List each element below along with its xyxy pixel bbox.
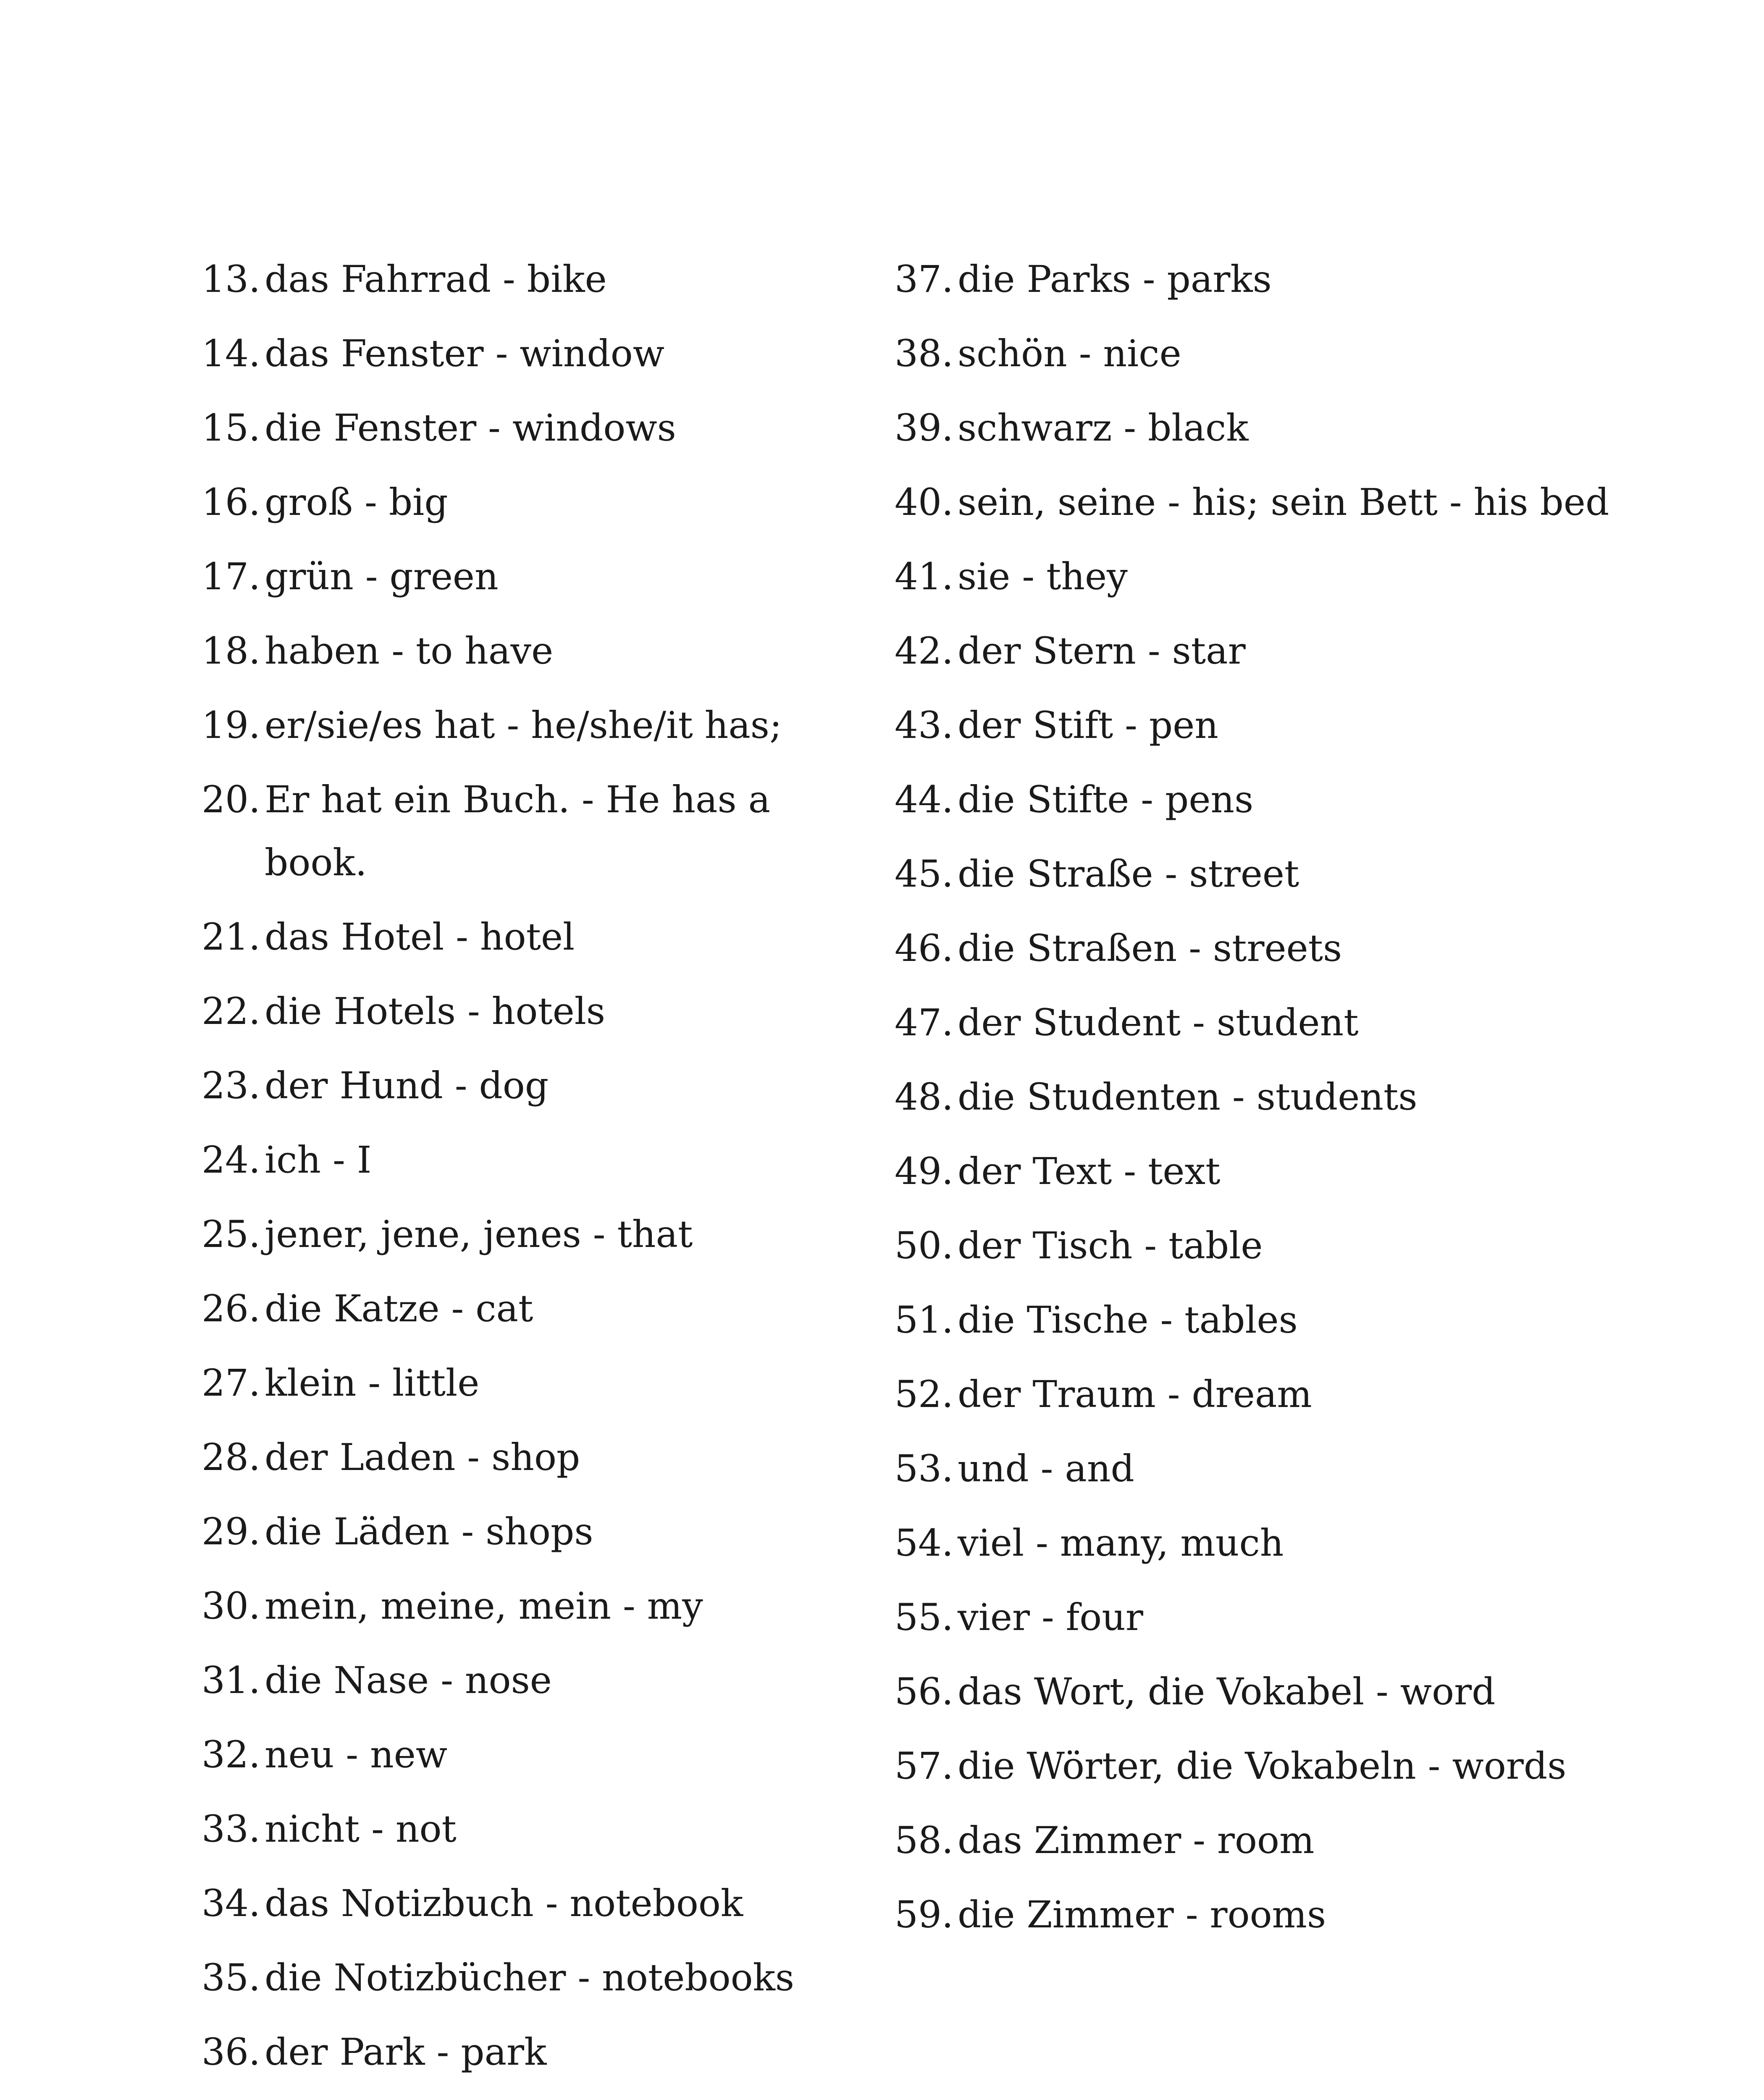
vocab-entry bbox=[895, 1066, 1625, 1129]
entry-text: schwarz - black bbox=[958, 406, 1249, 449]
entry-number: 49. bbox=[895, 1150, 953, 1193]
vocab-entry bbox=[895, 768, 1625, 831]
vocab-entry bbox=[895, 1660, 1625, 1723]
entry-number: 34. bbox=[202, 1882, 260, 1925]
vocab-entry bbox=[202, 1946, 857, 2009]
entry-number: 57. bbox=[895, 1744, 953, 1788]
entry-text: die Fenster - windows bbox=[265, 406, 676, 449]
entry-number: 27. bbox=[202, 1361, 260, 1404]
entry-number: 30. bbox=[202, 1584, 260, 1628]
entry-number: 46. bbox=[895, 927, 953, 970]
entry-text: der Traum - dream bbox=[958, 1373, 1312, 1416]
vocab-entry bbox=[895, 248, 1625, 311]
entry-text: grün - green bbox=[265, 555, 499, 598]
entry-number: 20. bbox=[202, 778, 260, 821]
vocab-entry bbox=[895, 1140, 1625, 1203]
entry-number: 18. bbox=[202, 629, 260, 672]
vocab-entry bbox=[895, 1437, 1625, 1500]
vocab-entry bbox=[202, 1500, 857, 1563]
entry-text: das Hotel - hotel bbox=[265, 915, 575, 958]
entry-text: die Straße - street bbox=[958, 852, 1299, 895]
entry-number: 55. bbox=[895, 1596, 953, 1639]
entry-text: jener, jene, jenes - that bbox=[265, 1213, 693, 1256]
entry-text: vier - four bbox=[958, 1596, 1143, 1639]
entry-text: nicht - not bbox=[265, 1807, 457, 1851]
entry-text: der Laden - shop bbox=[265, 1436, 580, 1479]
vocab-entry bbox=[202, 1352, 857, 1415]
entry-text: haben - to have bbox=[265, 629, 554, 672]
vocab-entry bbox=[202, 694, 857, 757]
entry-number: 39. bbox=[895, 406, 953, 449]
vocab-entry bbox=[202, 1129, 857, 1192]
entry-text: die Katze - cat bbox=[265, 1287, 533, 1330]
entry-text: die Nase - nose bbox=[265, 1659, 552, 1702]
entry-text: das Wort, die Vokabel - word bbox=[958, 1670, 1496, 1713]
vocabulary-list-right bbox=[895, 248, 1625, 1958]
vocab-entry bbox=[202, 322, 857, 385]
vocab-entry bbox=[895, 1363, 1625, 1426]
entry-number: 28. bbox=[202, 1436, 260, 1479]
entry-number: 17. bbox=[202, 555, 260, 598]
entry-number: 44. bbox=[895, 778, 953, 821]
entry-number: 32. bbox=[202, 1733, 260, 1776]
entry-text: die Parks - parks bbox=[958, 257, 1272, 301]
vocab-entry bbox=[895, 1586, 1625, 1649]
vocab-entry bbox=[202, 1426, 857, 1489]
vocab-entry bbox=[895, 545, 1625, 608]
entry-text: die Studenten - students bbox=[958, 1075, 1418, 1118]
vocab-entry bbox=[202, 1872, 857, 1935]
vocab-entry bbox=[202, 396, 857, 459]
vocab-entry bbox=[202, 2021, 857, 2084]
entry-text: Er hat ein Buch. - He has a book. bbox=[265, 778, 771, 884]
entry-number: 48. bbox=[895, 1075, 953, 1118]
entry-number: 35. bbox=[202, 1956, 260, 1999]
vocab-entry bbox=[202, 1798, 857, 1861]
entry-text: der Tisch - table bbox=[958, 1224, 1263, 1267]
entry-text: der Text - text bbox=[958, 1150, 1221, 1193]
vocabulary-list-left bbox=[202, 248, 857, 2095]
entry-number: 29. bbox=[202, 1510, 260, 1553]
entry-number: 41. bbox=[895, 555, 953, 598]
entry-text: die Läden - shops bbox=[265, 1510, 593, 1553]
vocab-entry bbox=[202, 980, 857, 1043]
vocab-entry bbox=[895, 396, 1625, 459]
entry-number: 13. bbox=[202, 257, 260, 301]
vocab-entry bbox=[895, 1883, 1625, 1946]
entry-text: schön - nice bbox=[958, 332, 1181, 375]
vocab-entry bbox=[202, 906, 857, 969]
entry-number: 54. bbox=[895, 1521, 953, 1564]
entry-text: groß - big bbox=[265, 480, 448, 524]
entry-number: 45. bbox=[895, 852, 953, 895]
vocab-entry bbox=[895, 1735, 1625, 1798]
entry-text: der Hund - dog bbox=[265, 1064, 549, 1107]
entry-text: die Zimmer - rooms bbox=[958, 1893, 1326, 1936]
entry-text: das Notizbuch - notebook bbox=[265, 1882, 743, 1925]
entry-number: 24. bbox=[202, 1138, 260, 1181]
entry-text: das Fenster - window bbox=[265, 332, 665, 375]
entry-number: 25. bbox=[202, 1213, 260, 1256]
entry-text: der Student - student bbox=[958, 1001, 1359, 1044]
entry-text: der Park - park bbox=[265, 2030, 547, 2074]
entry-text: die Stifte - pens bbox=[958, 778, 1254, 821]
entry-number: 15. bbox=[202, 406, 260, 449]
entry-text: und - and bbox=[958, 1447, 1134, 1490]
entry-text: die Notizbücher - notebooks bbox=[265, 1956, 795, 1999]
entry-number: 52. bbox=[895, 1373, 953, 1416]
vocab-entry bbox=[895, 917, 1625, 980]
entry-text: das Zimmer - room bbox=[958, 1819, 1315, 1862]
entry-text: klein - little bbox=[265, 1361, 480, 1404]
vocab-entry bbox=[895, 1512, 1625, 1575]
entry-text: die Wörter, die Vokabeln - words bbox=[958, 1744, 1567, 1788]
entry-text: mein, meine, mein - my bbox=[265, 1584, 703, 1628]
entry-text: sein, seine - his; sein Bett - his bed bbox=[958, 480, 1609, 524]
vocab-entry bbox=[202, 1575, 857, 1638]
vocab-entry bbox=[895, 843, 1625, 906]
vocab-entry bbox=[202, 768, 857, 894]
entry-number: 23. bbox=[202, 1064, 260, 1107]
vocab-entry bbox=[202, 471, 857, 534]
vocab-entry bbox=[895, 991, 1625, 1054]
entry-number: 42. bbox=[895, 629, 953, 672]
vocab-entry bbox=[202, 1054, 857, 1117]
entry-number: 33. bbox=[202, 1807, 260, 1851]
vocab-entry bbox=[202, 1277, 857, 1340]
entry-text: er/sie/es hat - he/she/it has; bbox=[265, 704, 782, 747]
entry-number: 14. bbox=[202, 332, 260, 375]
entry-number: 31. bbox=[202, 1659, 260, 1702]
entry-number: 50. bbox=[895, 1224, 953, 1267]
vocab-entry bbox=[895, 620, 1625, 682]
entry-text: die Straßen - streets bbox=[958, 927, 1342, 970]
entry-number: 53. bbox=[895, 1447, 953, 1490]
entry-text: die Hotels - hotels bbox=[265, 990, 606, 1033]
entry-number: 26. bbox=[202, 1287, 260, 1330]
vocab-entry bbox=[202, 620, 857, 682]
entry-number: 21. bbox=[202, 915, 260, 958]
entry-number: 58. bbox=[895, 1819, 953, 1862]
vocab-entry bbox=[895, 322, 1625, 385]
entry-text: der Stift - pen bbox=[958, 704, 1218, 747]
entry-number: 47. bbox=[895, 1001, 953, 1044]
vocab-entry bbox=[895, 1214, 1625, 1277]
vocab-entry bbox=[895, 471, 1625, 534]
entry-number: 40. bbox=[895, 480, 953, 524]
entry-text: ich - I bbox=[265, 1138, 372, 1181]
entry-number: 38. bbox=[895, 332, 953, 375]
vocab-entry bbox=[202, 545, 857, 608]
entry-text: das Fahrrad - bike bbox=[265, 257, 607, 301]
vocab-entry bbox=[202, 1649, 857, 1712]
entry-text: die Tische - tables bbox=[958, 1298, 1298, 1341]
entry-text: sie - they bbox=[958, 555, 1128, 598]
entry-number: 43. bbox=[895, 704, 953, 747]
vocab-entry bbox=[895, 694, 1625, 757]
vocab-entry bbox=[202, 1723, 857, 1786]
vocab-entry bbox=[895, 1809, 1625, 1872]
entry-number: 51. bbox=[895, 1298, 953, 1341]
vocab-entry bbox=[895, 1289, 1625, 1352]
entry-text: der Stern - star bbox=[958, 629, 1246, 672]
vocab-entry bbox=[202, 248, 857, 311]
entry-number: 36. bbox=[202, 2030, 260, 2074]
entry-text: viel - many, much bbox=[958, 1521, 1284, 1564]
entry-number: 37. bbox=[895, 257, 953, 301]
entry-number: 19. bbox=[202, 704, 260, 747]
entry-number: 16. bbox=[202, 480, 260, 524]
entry-text: neu - new bbox=[265, 1733, 448, 1776]
entry-number: 59. bbox=[895, 1893, 953, 1936]
entry-number: 56. bbox=[895, 1670, 953, 1713]
entry-number: 22. bbox=[202, 990, 260, 1033]
vocab-entry bbox=[202, 1203, 857, 1266]
